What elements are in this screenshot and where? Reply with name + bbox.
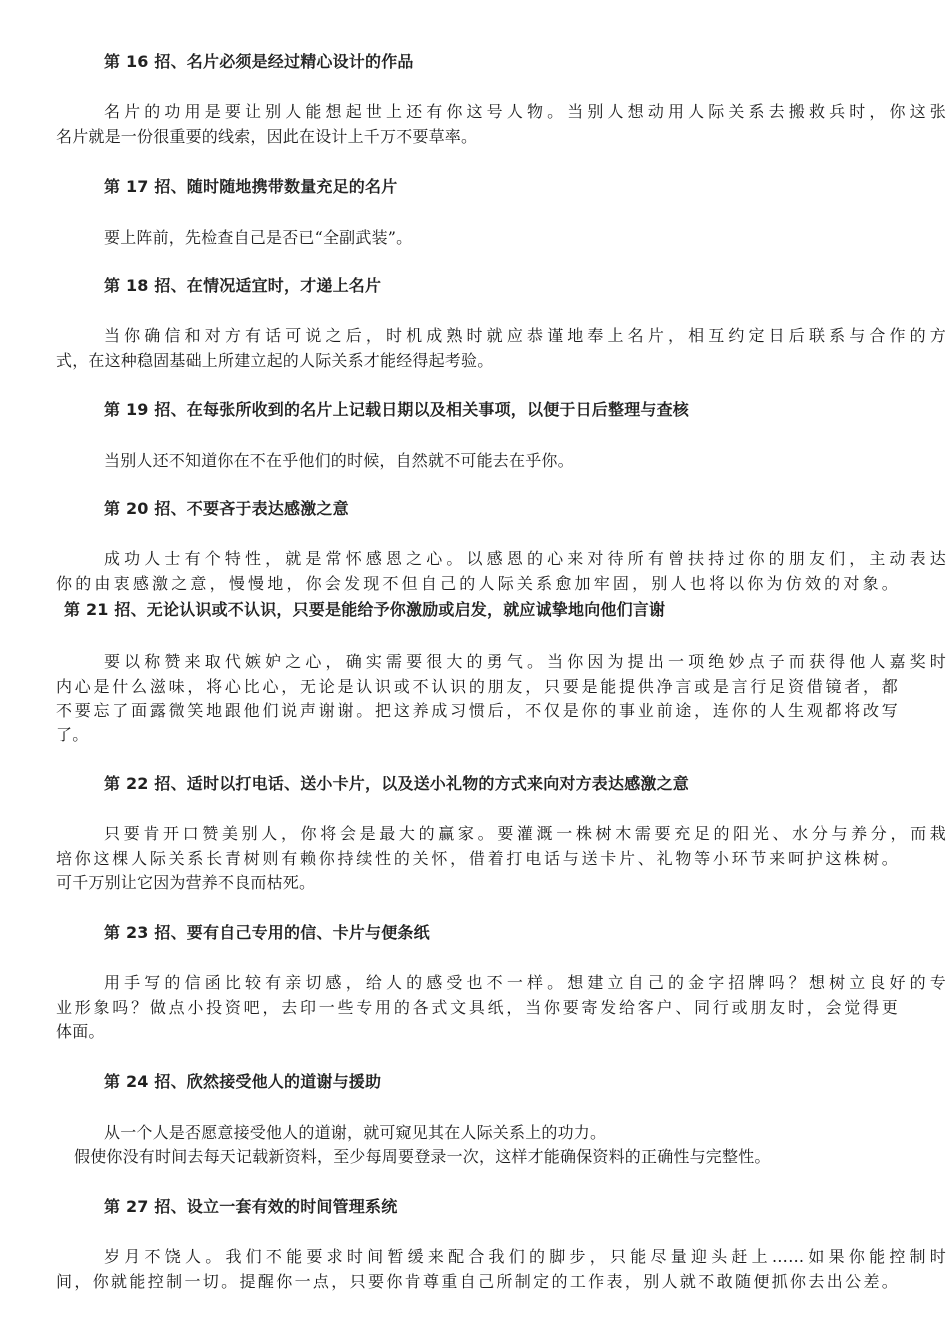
section-heading: 第 24 招、欣然接受他人的道谢与援助 <box>104 1072 382 1091</box>
paragraph-line: 你的由衷感激之意，慢慢地，你会发现不但自己的人际关系愈加牢固，别人也将以你为仿效的对象。 <box>56 574 898 593</box>
paragraph-line: 内心是什么滋味，将心比心，无论是认识或不认识的朋友，只要是能提供净言或是言行足资借镜者，都 <box>56 677 898 696</box>
section-heading: 第 22 招、适时以打电话、送小卡片，以及送小礼物的方式来向对方表达感激之意 <box>104 774 690 793</box>
paragraph-line: 从一个人是否愿意接受他人的道谢，就可窥见其在人际关系上的功力。 <box>104 1123 607 1142</box>
paragraph-line: 可千万别让它因为营养不良而枯死。 <box>56 873 316 892</box>
paragraph-line: 当你确信和对方有话可说之后，时机成熟时就应恭谨地奉上名片，相互约定日后联系与合作的方 <box>104 326 946 345</box>
paragraph-line: 成功人士有个特性，就是常怀感恩之心。以感恩的心来对待所有曾扶持过你的朋友们，主动表达 <box>104 549 946 568</box>
section-heading: 第 21 招、无论认识或不认识，只要是能给予你激励或启发，就应诚挚地向他们言谢 <box>64 600 666 619</box>
section-heading: 第 18 招、在情况适宜时，才递上名片 <box>104 276 382 295</box>
paragraph-line: 间，你就能控制一切。提醒你一点，只要你肯尊重自己所制定的工作表，别人就不敢随便抓你去出公差。 <box>56 1272 898 1291</box>
paragraph-line: 岁月不饶人。我们不能要求时间暂缓来配合我们的脚步，只能尽量迎头赶上……如果你能控制时 <box>104 1247 946 1266</box>
paragraph-line: 业形象吗？做点小投资吧，去印一些专用的各式文具纸，当你要寄发给客户、同行或朋友时，会觉得更 <box>56 998 898 1017</box>
paragraph-line: 不要忘了面露微笑地跟他们说声谢谢。把这养成习惯后，不仅是你的事业前途，连你的人生观都将改写 <box>56 701 898 720</box>
section-heading: 第 19 招、在每张所收到的名片上记载日期以及相关事项，以便于日后整理与查核 <box>104 400 690 419</box>
section-heading: 第 17 招、随时随地携带数量充足的名片 <box>104 177 398 196</box>
paragraph-line: 要以称赞来取代嫉妒之心，确实需要很大的勇气。当你因为提出一项绝妙点子而获得他人嘉奖时 <box>104 652 946 671</box>
section-heading: 第 16 招、名片必须是经过精心设计的作品 <box>104 52 414 71</box>
paragraph-line: 式，在这种稳固基础上所建立起的人际关系才能经得起考验。 <box>56 351 494 370</box>
paragraph-line: 假使你没有时间去每天记载新资料，至少每周要登录一次，这样才能确保资料的正确性与完整性。 <box>74 1147 771 1166</box>
section-heading: 第 27 招、设立一套有效的时间管理系统 <box>104 1197 398 1216</box>
paragraph-line: 培你这棵人际关系长青树则有赖你持续性的关怀，借着打电话与送卡片、礼物等小环节来呵护这株树。 <box>56 849 898 868</box>
paragraph-line: 了。 <box>56 725 89 744</box>
paragraph-line: 用手写的信函比较有亲切感，给人的感受也不一样。想建立自己的金字招牌吗？想树立良好的专 <box>104 973 946 992</box>
paragraph-line: 体面。 <box>56 1022 105 1041</box>
paragraph-line: 当别人还不知道你在不在乎他们的时候，自然就不可能去在乎你。 <box>104 451 574 470</box>
paragraph-line: 只要肯开口赞美别人，你将会是最大的赢家。要灌溉一株树木需要充足的阳光、水分与养分，而栽 <box>104 824 946 843</box>
section-heading: 第 23 招、要有自己专用的信、卡片与便条纸 <box>104 923 430 942</box>
paragraph-line: 要上阵前，先检查自己是否已“全副武装”。 <box>104 228 413 247</box>
paragraph-line: 名片的功用是要让别人能想起世上还有你这号人物。当别人想动用人际关系去搬救兵时，你这张 <box>104 102 946 121</box>
paragraph-line: 名片就是一份很重要的线索，因此在设计上千万不要草率。 <box>56 127 478 146</box>
section-heading: 第 20 招、不要吝于表达感激之意 <box>104 499 349 518</box>
